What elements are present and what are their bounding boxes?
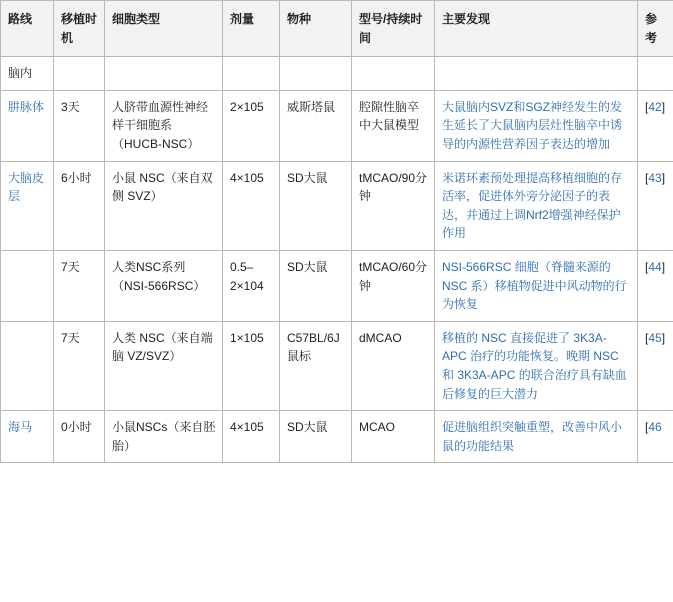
- table-body: [1, 57, 673, 463]
- cell-dose: 1×105: [223, 321, 280, 410]
- cell-findings: 米诺环素预处理提高移植细胞的存活率，促进体外旁分泌因子的表达，并通过上调Nrf2增强神经保护作用: [435, 161, 638, 250]
- reference-link[interactable]: 45: [648, 330, 662, 345]
- cell-findings: 移植的 NSC 直接促进了 3K3A-APC 治疗的功能恢复。晚期 NSC 和 3K3A-APC 的联合治疗具有缺血后修复的巨大潜力: [435, 321, 638, 410]
- cell-model: tMCAO/60分钟: [352, 250, 435, 321]
- table-header: [1, 1, 673, 57]
- cell-timing: 3天: [54, 90, 105, 161]
- cell-route: [1, 250, 54, 321]
- table-header-row: [1, 1, 673, 57]
- cell-species: SD大鼠: [280, 161, 352, 250]
- table-row: [1, 321, 673, 410]
- table-row: [1, 161, 673, 250]
- column-header-dose: 剂量: [223, 1, 280, 57]
- cell-timing: 7天: [54, 250, 105, 321]
- reference-bracket-open: [: [645, 170, 649, 185]
- cell-timing: 0小时: [54, 411, 105, 463]
- cell-reference: [638, 161, 673, 250]
- column-header-route: 路线: [1, 1, 54, 57]
- cell-findings: NSI-566RSC 细胞（脊髓来源的 NSC 系）移植物促进中风动物的行为恢复: [435, 250, 638, 321]
- reference-link[interactable]: 42: [648, 99, 662, 114]
- section-empty-species: [280, 57, 352, 91]
- section-empty-reference: [638, 57, 673, 91]
- cell-species: SD大鼠: [280, 250, 352, 321]
- table-row: [1, 411, 673, 463]
- cell-dose: 2×105: [223, 90, 280, 161]
- cell-species: 威斯塔鼠: [280, 90, 352, 161]
- cell-cell-type: 小鼠 NSC（来自双侧 SVZ）: [105, 161, 223, 250]
- reference-bracket-close: ]: [661, 99, 666, 114]
- reference-link[interactable]: 43: [648, 170, 662, 185]
- cell-model: tMCAO/90分钟: [352, 161, 435, 250]
- reference-bracket-open: [: [645, 99, 649, 114]
- cell-cell-type: 人类NSC系列（NSI-566RSC）: [105, 250, 223, 321]
- cell-model: 腔隙性脑卒中大鼠模型: [352, 90, 435, 161]
- cell-reference: [638, 411, 673, 463]
- section-empty-findings: [435, 57, 638, 91]
- cell-model: dMCAO: [352, 321, 435, 410]
- column-header-model: 型号/持续时间: [352, 1, 435, 57]
- cell-route: 海马: [1, 411, 54, 463]
- cell-timing: 6小时: [54, 161, 105, 250]
- cell-reference: [638, 90, 673, 161]
- reference-bracket-close: ]: [661, 330, 666, 345]
- table-row: [1, 90, 673, 161]
- cell-dose: 0.5–2×104: [223, 250, 280, 321]
- cell-reference: [638, 250, 673, 321]
- cell-dose: 4×105: [223, 411, 280, 463]
- section-empty-cell-type: [105, 57, 223, 91]
- column-header-timing: 移植时机: [54, 1, 105, 57]
- column-header-findings: 主要发现: [435, 1, 638, 57]
- cell-species: SD大鼠: [280, 411, 352, 463]
- cell-route: 大脑皮层: [1, 161, 54, 250]
- reference-bracket-open: [: [645, 330, 649, 345]
- column-header-species: 物种: [280, 1, 352, 57]
- column-header-cell-type: 细胞类型: [105, 1, 223, 57]
- reference-bracket-open: [: [645, 259, 649, 274]
- cell-findings: 大鼠脑内SVZ和SGZ神经发生的发生延长了大鼠脑内层灶性脑卒中诱导的内源性营养因子表达的增加: [435, 90, 638, 161]
- cell-route: 肼脉体: [1, 90, 54, 161]
- reference-link[interactable]: 46: [648, 420, 662, 435]
- cell-findings: 促进脑组织突触重塑，改善中风小鼠的功能结果: [435, 411, 638, 463]
- section-empty-model: [352, 57, 435, 91]
- column-header-reference: 参考: [638, 1, 673, 57]
- cell-route: [1, 321, 54, 410]
- cell-cell-type: 人脐带血源性神经样干细胞系（HUCB-NSC）: [105, 90, 223, 161]
- reference-bracket-close: ]: [661, 259, 666, 274]
- section-empty-timing: [54, 57, 105, 91]
- table-row: [1, 250, 673, 321]
- section-label-intracerebral: 脑内: [1, 57, 54, 91]
- section-empty-dose: [223, 57, 280, 91]
- cell-cell-type: 人类 NSC（来自端脑 VZ/SVZ）: [105, 321, 223, 410]
- cell-dose: 4×105: [223, 161, 280, 250]
- table-section-row: [1, 57, 673, 91]
- cell-species: C57BL/6J鼠标: [280, 321, 352, 410]
- cell-model: MCAO: [352, 411, 435, 463]
- cell-reference: [638, 321, 673, 410]
- cell-cell-type: 小鼠NSCs（来自胚胎）: [105, 411, 223, 463]
- reference-bracket-open: [: [645, 420, 649, 435]
- reference-link[interactable]: 44: [648, 259, 662, 274]
- cell-timing: 7天: [54, 321, 105, 410]
- reference-bracket-close: ]: [661, 170, 666, 185]
